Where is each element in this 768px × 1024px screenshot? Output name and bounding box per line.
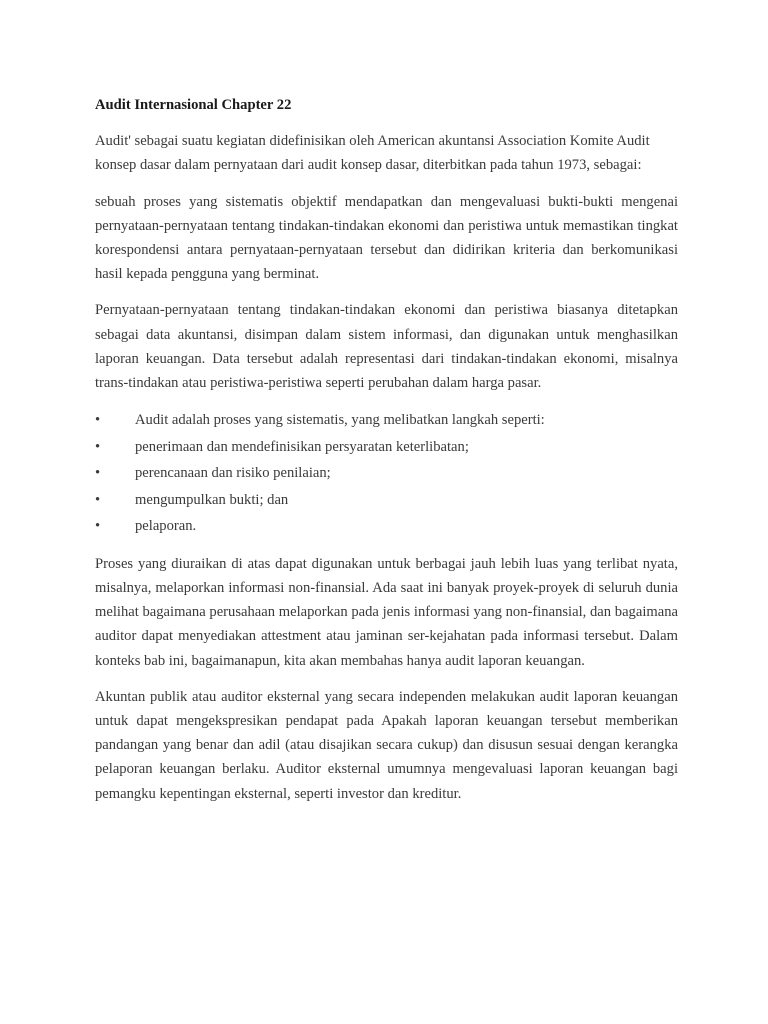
document-body — [95, 93, 678, 818]
paragraph-economic-statements: Pernyataan-pernyataan tentang tindakan-tindakan ekonomi dan peristiwa biasanya ditetapkan sebagai data akuntansi, disimpan dalam sistem informasi, dan digunakan untuk menghasilkan laporan keuangan. Data tersebut adalah representasi dari tindakan-tindakan ekonomi, misalnya trans-tindakan atau peristiwa-peristiwa seperti perubahan dalam harga pasar. — [95, 302, 678, 392]
bullet-icon: • — [95, 491, 101, 508]
bullet-icon: • — [95, 438, 101, 455]
list-item-text: pelaporan. — [135, 518, 197, 535]
audit-steps-list — [95, 407, 678, 540]
bullet-icon: • — [95, 412, 101, 429]
list-item — [95, 434, 678, 461]
list-item-text: perencanaan dan risiko penilaian; — [135, 465, 331, 482]
paragraph-external-auditor: Akuntan publik atau auditor eksternal yang secara independen melakukan audit laporan keuangan untuk dapat mengekspresikan pendapat pada Apakah laporan keuangan tersebut memberikan pandangan yang benar dan adil (atau disajikan secara cukup) dan disusun sesuai dengan kerangka pelaporan keuangan berlaku. Auditor eksternal umumnya mengevaluasi laporan keuangan bagi pemangku kepentingan eksternal, seperti investor dan kreditur. — [95, 688, 678, 802]
list-item-text: Audit adalah proses yang sistematis, yang melibatkan langkah seperti: — [135, 412, 545, 429]
paragraph-definition-intro: Audit' sebagai suatu kegiatan didefinisikan oleh American akuntansi Association Komite Audit konsep dasar dalam pernyataan dari audit konsep dasar, diterbitkan pada tahun 1973, sebagai: — [95, 133, 650, 174]
paragraph-non-financial: Proses yang diuraikan di atas dapat digunakan untuk berbagai jauh lebih luas yang terlibat nyata, misalnya, melaporkan informasi non-finansial. Ada saat ini banyak proyek-proyek di seluruh dunia melihat bagaimana perusahaan melaporkan pada jenis informasi yang non-finansial, dan bagaimana auditor dapat menyediakan attestment atau jaminan ser-kejahatan pada informasi tersebut. Dalam konteks bab ini, bagaimanapun, kita akan membahas hanya audit laporan keuangan. — [95, 555, 678, 669]
list-item-text: mengumpulkan bukti; dan — [135, 491, 289, 508]
list-item — [95, 407, 678, 434]
list-item — [95, 513, 678, 540]
list-item-text: penerimaan dan mendefinisikan persyaratan keterlibatan; — [135, 438, 469, 455]
bullet-icon: • — [95, 518, 101, 535]
document-title: Audit Internasional Chapter 22 — [95, 97, 292, 113]
paragraph-definition: sebuah proses yang sistematis objektif mendapatkan dan mengevaluasi bukti-bukti mengenai pernyataan-pernyataan tentang tindakan-tindakan ekonomi dan peristiwa untuk memastikan tingkat korespondensi antara pernyataan-pernyataan tersebut dan didirikan kriteria dan berkomunikasi hasil kepada pengguna yang berminat. — [95, 193, 678, 283]
list-item — [95, 487, 678, 514]
list-item — [95, 460, 678, 487]
bullet-icon: • — [95, 465, 101, 482]
